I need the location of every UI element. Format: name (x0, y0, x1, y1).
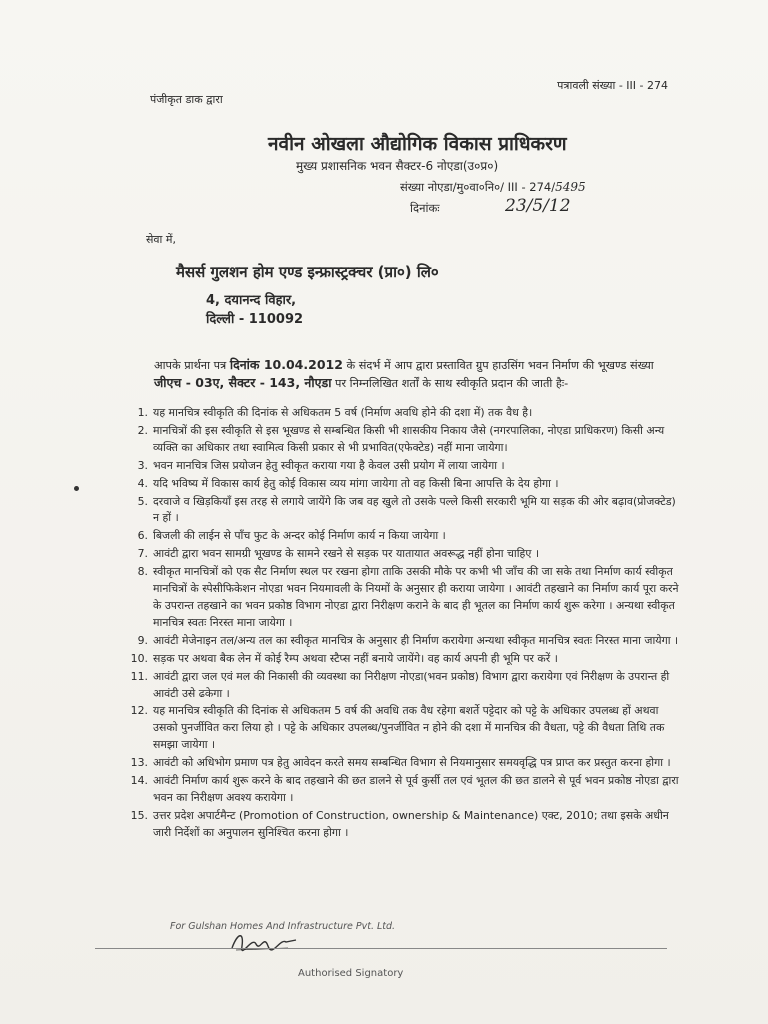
condition-item (130, 651, 680, 668)
condition-number: 1. (137, 406, 148, 419)
conditions-list (130, 405, 680, 843)
intro-plot: जीएच - 03ए, सैक्टर - 143, नौएडा (154, 375, 332, 390)
condition-item (130, 528, 680, 545)
condition-text: मानचित्रों की इस स्वीकृति से इस भूखण्ड से सम्बन्धित किसी भी शासकीय निकाय जैसे (नगरपालिका, नोएडा प्राधिकरण) किसी अन्य व्यक्ति का अधिकार तथा स्वामित्व किसी प्रकार से भी प्रभावित(एफेक्टेड) नहीं माना जायेगा। (153, 423, 665, 454)
condition-item (130, 669, 680, 703)
condition-text: आवंटी द्वारा भवन सामग्री भूखण्ड के सामने रखने से सड़क पर यातायात अवरूद्ध नहीं होना चाहिए । (153, 547, 539, 561)
condition-item (130, 423, 680, 457)
condition-text: आवंटी निर्माण कार्य शुरू करने के बाद तहखाने की छत डालने से पूर्व कुर्सी तल एवं भूतल की छत डालने से पूर्व भवन प्रकोष्ठ नोएडा द्वारा भवन का निरीक्षण अवश्य करायेगा । (153, 774, 679, 804)
date-label: दिनांकः (410, 201, 440, 215)
condition-number: 11. (130, 669, 148, 683)
recipient-name: मैसर्स गुलशन होम एण्ड इन्फ्रास्ट्रक्चर (प्रा०) लि० (176, 263, 439, 281)
date-handwritten: 23/5/12 (505, 196, 571, 216)
condition-item (130, 476, 680, 493)
condition-text: सड़क पर अथवा बैक लेन में कोई रैम्प अथवा स्टैप्स नहीं बनाये जायेंगे। वह कार्य अपनी ही भूमि पर करें । (153, 651, 558, 665)
condition-item (130, 564, 680, 632)
condition-number: 10. (130, 651, 148, 665)
intro-part3: पर निम्नलिखित शर्तों के साथ स्वीकृति प्रदान की जाती हैः- (335, 377, 569, 390)
condition-number: 14. (130, 774, 148, 788)
condition-number: 8. (137, 565, 148, 579)
condition-item (130, 633, 680, 650)
condition-number: 15. (130, 808, 148, 822)
condition-number: 4. (137, 476, 148, 490)
condition-text: यदि भविष्य में विकास कार्य हेतु कोई विकास व्यय मांगा जायेगा तो वह किसी बिना आपत्ति के देय होगा । (153, 476, 559, 490)
intro-part1: आपके प्रार्थना पत्र (154, 359, 227, 372)
letter-number-handwritten: 5495 (555, 180, 586, 194)
condition-text: दरवाजे व खिड़कियाँ इस तरह से लगाये जायेंगे कि जब वह खुले तो उसके पल्ले किसी सरकारी भूमि या सड़क की ओर बढ़ाव(प्रोजक्टेड) न हों । (153, 494, 676, 525)
condition-item (130, 773, 680, 807)
letter-number (400, 180, 586, 195)
condition-item (130, 808, 680, 842)
salutation: सेवा में, (146, 233, 176, 246)
condition-item (130, 546, 680, 563)
registered-post-note: पंजीकृत डाक द्वारा (150, 93, 223, 106)
condition-text: उत्तर प्रदेश अपार्टमैन्ट (Promotion of Construction, ownership & Maintenance) एक्ट, 2010; तथा इसके अधीन जारी निर्देशों का अनुपालन सुनिश्चित करना होगा । (153, 808, 669, 839)
margin-dot (74, 486, 79, 491)
condition-text: बिजली की लाईन से पाँच फुट के अन्दर कोई निर्माण कार्य न किया जायेगा । (153, 529, 446, 543)
condition-item (130, 703, 680, 754)
condition-text: स्वीकृत मानचित्रों को एक सैट निर्माण स्थल पर रखना होगा ताकि उसकी मौके पर कभी भी जाँच की जा सके तथा निर्माण कार्य स्वीकृत मानचित्रों के स्पेसीफिकेशन नोएडा भवन नियमावली के नियमों के अनुसार ही कराया जायेगा । आवंटी तहखाने का निर्माण कार्य पूरा करने के उपरान्त तहखाने का भवन प्रकोष्ठ विभाग नोएडा द्वारा निरीक्षण कराने के बाद ही भूतल का निर्माण कार्य शुरू करेगा । अन्यथा स्वीकृत मानचित्र स्वतः निरस्त माना जायेगा । (153, 565, 679, 629)
condition-number: 6. (137, 529, 148, 543)
organization-name: नवीन ओखला औद्योगिक विकास प्राधिकरण (268, 133, 567, 155)
condition-item (130, 755, 680, 772)
signature-icon (228, 928, 300, 956)
signature-divider (95, 948, 667, 949)
condition-item (130, 405, 680, 422)
condition-text: आवंटी को अधिभोग प्रमाण पत्र हेतु आवेदन करते समय सम्बन्धित विभाग से नियमानुसार समयवृद्धि पत्र प्राप्त कर प्रस्तुत करना होगा । (153, 756, 671, 770)
file-reference: पत्रावली संख्या - III - 274 (557, 79, 668, 92)
condition-text: यह मानचित्र स्वीकृति की दिनांक से अधिकतम 5 वर्ष की अवधि तक वैध रहेगा बशर्ते पट्टेदार को पट्टे के अधिकार उपलब्ध हों अथवा उसको पुनर्जीवित करा लिया हो । पट्टे के अधिकार उपलब्ध/पुनर्जीवित न होने की दशा में मानचित्र की वैधता, पट्टे की वैधता तिथि तक समझा जायेगा । (153, 704, 665, 752)
condition-text: आवंटी द्वारा जल एवं मल की निकासी की व्यवस्था का निरीक्षण नोएडा(भवन प्रकोष्ठ) विभाग द्वारा करायेगा एवं निरीक्षण के उपरान्त ही आवंटी उसे ढकेगा । (153, 669, 670, 700)
recipient-address-line2: दिल्ली - 110092 (206, 312, 304, 327)
intro-date-ref: दिनांक 10.04.2012 (229, 357, 343, 372)
organization-address: मुख्य प्रशासनिक भवन सैक्टर-6 नोएडा(उ०प्र०) (296, 159, 499, 173)
letter-number-label: संख्या नोएडा/मु०वा०नि०/ III - 274/ (400, 180, 556, 194)
intro-paragraph (154, 356, 674, 392)
condition-text: भवन मानचित्र जिस प्रयोजन हेतु स्वीकृत कराया गया है केवल उसी प्रयोग में लाया जायेगा । (153, 458, 505, 472)
condition-text: आवंटी मेजेनाइन तल/अन्य तल का स्वीकृत मानचित्र के अनुसार ही निर्माण करायेगा अन्यथा स्वीकृत मानचित्र स्वतः निरस्त माना जायेगा । (153, 633, 679, 647)
recipient-address-line1: 4, दयानन्द विहार, (206, 293, 297, 308)
condition-text: यह मानचित्र स्वीकृति की दिनांक से अधिकतम 5 वर्ष (निर्माण अवधि होने की दशा में) तक वैध है। (153, 406, 533, 419)
condition-number: 3. (137, 458, 148, 472)
condition-number: 5. (137, 494, 148, 508)
condition-number: 7. (137, 547, 148, 561)
condition-item (130, 458, 680, 475)
condition-number: 13. (130, 756, 148, 770)
authorised-signatory: Authorised Signatory (298, 968, 404, 979)
company-stamp: For Gulshan Homes And Infrastructure Pvt. Ltd. (170, 921, 396, 932)
condition-number: 12. (130, 704, 148, 718)
intro-part2: के संदर्भ में आप द्वारा प्रस्तावित ग्रुप हाउसिंग भवन निर्माण की भूखण्ड संख्या (346, 359, 654, 372)
condition-number: 2. (137, 423, 148, 437)
condition-item (130, 494, 680, 528)
condition-number: 9. (137, 633, 148, 647)
